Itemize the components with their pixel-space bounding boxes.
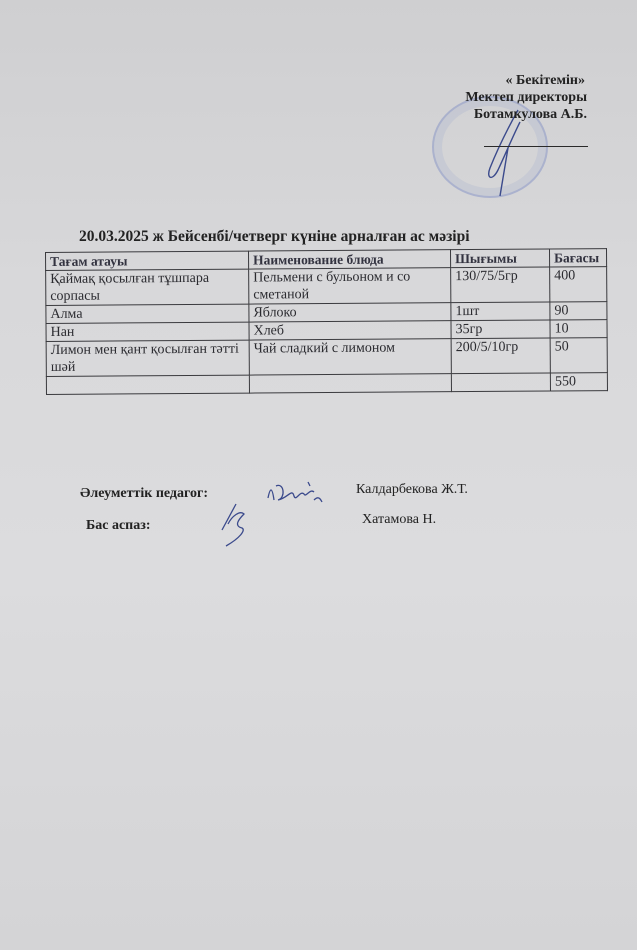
total-price: 550 xyxy=(550,373,607,391)
name-social-pedagogue: Калдарбекова Ж.Т. xyxy=(356,482,468,497)
header-dish-kz: Тағам атауы xyxy=(46,251,249,270)
approval-heading: « Бекітемін» xyxy=(505,73,585,88)
head-cook-signature-icon xyxy=(218,500,254,548)
header-price: Бағасы xyxy=(549,249,606,267)
page-title: 20.03.2025 ж Бейсенбі/четверг күніне арналған ас мәзірі xyxy=(79,228,470,245)
cell-price: 400 xyxy=(550,267,607,302)
empty-cell xyxy=(46,375,249,394)
empty-cell xyxy=(451,373,550,392)
table-row xyxy=(46,267,607,306)
table-total-row xyxy=(46,373,607,395)
table-row xyxy=(46,338,607,377)
cell-dish-ru: Чай сладкий с лимоном xyxy=(249,339,451,375)
pedagogue-signature-icon xyxy=(264,478,324,510)
cell-dish-kz: Лимон мен қант қосылған тәтті шәй xyxy=(46,340,249,376)
cell-yield: 130/75/5гр xyxy=(451,267,550,303)
name-head-cook: Хатамова Н. xyxy=(362,512,437,527)
header-dish-ru: Наименование блюда xyxy=(248,250,450,269)
approval-block xyxy=(465,72,587,123)
cell-dish-kz: Нан xyxy=(46,322,249,341)
empty-cell xyxy=(249,374,451,393)
cell-dish-kz: Қаймақ қосылған тұшпара сорпасы xyxy=(46,269,249,305)
cell-price: 10 xyxy=(550,320,607,338)
menu-table xyxy=(45,248,608,395)
cell-dish-kz: Алма xyxy=(46,304,249,323)
cell-price: 50 xyxy=(550,338,607,373)
cell-dish-ru: Яблоко xyxy=(249,303,451,322)
cell-dish-ru: Пельмени с бульоном и со сметаной xyxy=(249,268,451,304)
signature-row-social-pedagogue xyxy=(80,486,208,502)
cell-yield: 1шт xyxy=(451,302,550,321)
signature-row-head-cook xyxy=(86,518,151,534)
cell-yield: 200/5/10гр xyxy=(451,338,550,374)
cell-dish-ru: Хлеб xyxy=(249,321,451,340)
cell-yield: 35гр xyxy=(451,320,550,339)
cell-price: 90 xyxy=(550,302,607,320)
approval-name: Ботамкулова А.Б. xyxy=(473,107,587,122)
header-yield: Шығымы xyxy=(450,249,549,268)
role-label: Бас аспаз: xyxy=(86,518,151,533)
approval-position: Мектеп директоры xyxy=(465,90,587,105)
approval-signature-line xyxy=(484,146,588,147)
role-label: Әлеуметтік педагог: xyxy=(80,486,209,501)
